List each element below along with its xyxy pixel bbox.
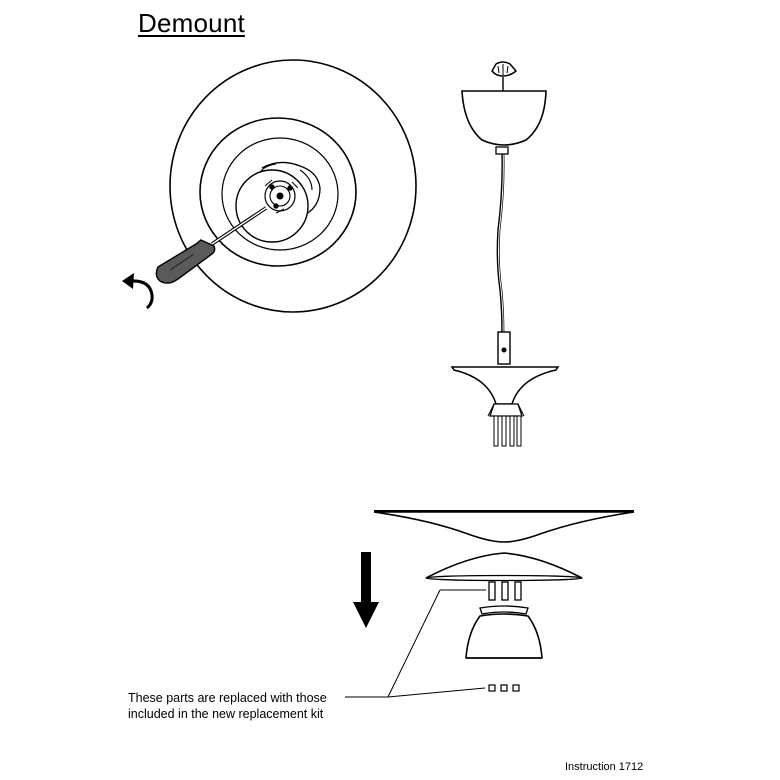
- lamp-holder: [236, 162, 320, 242]
- counterclockwise-arrow-icon: [122, 273, 152, 308]
- replacement-parts: [489, 582, 521, 600]
- note-line-1: These parts are replaced with those: [128, 691, 327, 705]
- instruction-number: Instruction 1712: [565, 761, 644, 773]
- screwdriver-icon: [156, 208, 266, 283]
- note-line-2: included in the new replacement kit: [128, 707, 324, 721]
- down-arrow-icon: [353, 552, 379, 628]
- pendant-side-view: [452, 62, 558, 446]
- shade-bottom-view: [170, 60, 416, 312]
- replacement-note: [128, 690, 327, 722]
- page-title: Demount: [138, 8, 245, 38]
- exploded-view: [345, 511, 634, 697]
- small-replacement-parts: [489, 685, 519, 691]
